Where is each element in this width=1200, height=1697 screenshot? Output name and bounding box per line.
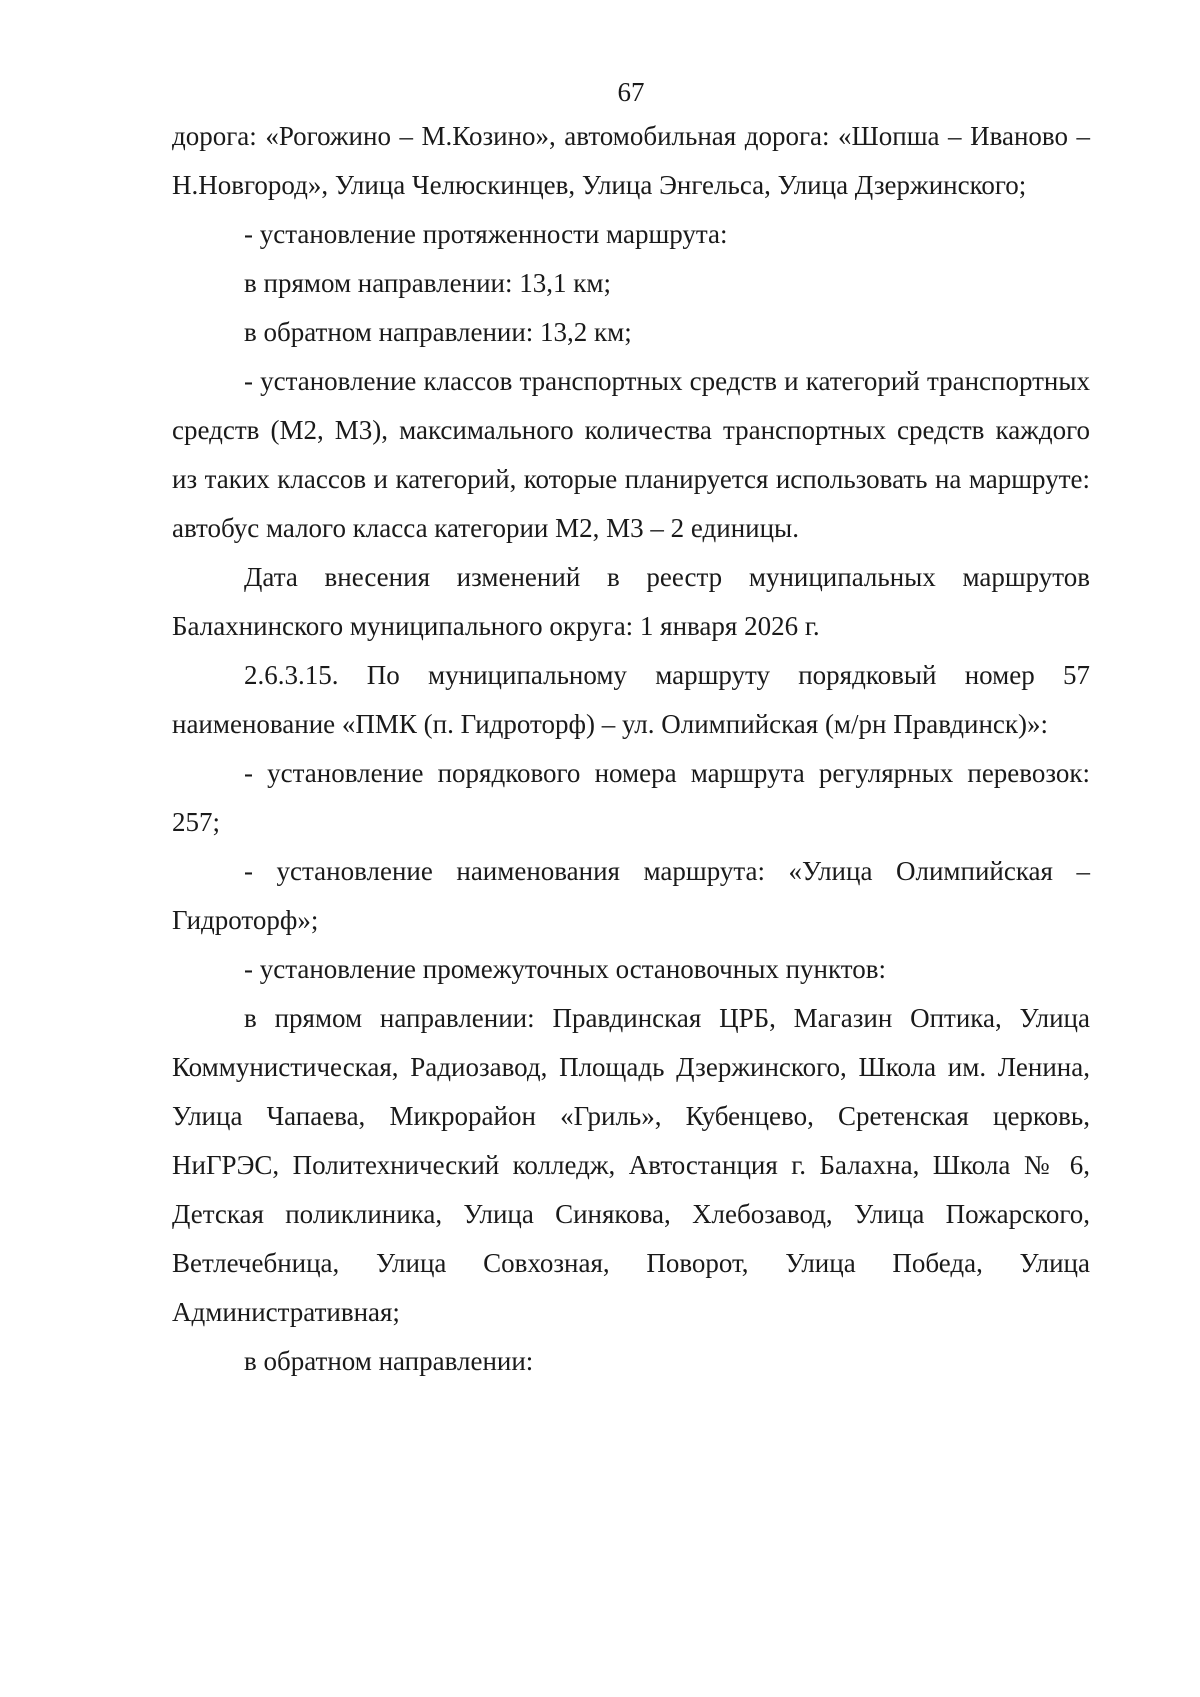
- paragraph-reverse-length: в обратном направлении: 13,2 км;: [244, 317, 632, 347]
- paragraph-intermediate-stops-heading: - установление промежуточных остановочных пунктов:: [244, 954, 886, 984]
- paragraph-reverse-stops-heading: в обратном направлении:: [244, 1346, 534, 1376]
- paragraph-route-name: - установление наименования маршрута: «Улица Олимпийская – Гидроторф»;: [172, 856, 1090, 935]
- paragraph-route-length-heading: - установление протяженности маршрута:: [244, 219, 728, 249]
- paragraph-route-57-header: 2.6.3.15. По муниципальному маршруту порядковый номер 57 наименование «ПМК (п. Гидроторф) – ул. Олимпийская (м/рн Правдинск)»:: [172, 660, 1090, 739]
- page-number: 67: [617, 77, 645, 107]
- paragraph-forward-length: в прямом направлении: 13,1 км;: [244, 268, 611, 298]
- paragraph-route-continuation: дорога: «Рогожино – М.Козино», автомобильная дорога: «Шопша – Иваново – Н.Новгород», Улица Челюскинцев, Улица Энгельса, Улица Дзержинского;: [172, 121, 1090, 200]
- document-body: [172, 112, 1090, 1386]
- paragraph-forward-stops: в прямом направлении: Правдинская ЦРБ, Магазин Оптика, Улица Коммунистическая, Радиозавод, Площадь Дзержинского, Школа им. Ленина, Улица Чапаева, Микрорайон «Гриль», Кубенцево, Сретенская церковь, НиГРЭС, Политехнический колледж, Автостанция г. Балахна, Школа № 6, Детская поликлиника, Улица Синякова, Хлебозавод, Улица Пожарского, Ветлечебница, Улица Совхозная, Поворот, Улица Победа, Улица Административная;: [172, 1003, 1090, 1327]
- paragraph-registry-date: Дата внесения изменений в реестр муниципальных маршрутов Балахнинского муниципального округа: 1 января 2026 г.: [172, 562, 1090, 641]
- paragraph-vehicle-classes: - установление классов транспортных средств и категорий транспортных средств (М2, М3), максимального количества транспортных средств каждого из таких классов и категорий, которые планируется использовать на маршруте: автобус малого класса категории М2, М3 – 2 единицы.: [172, 366, 1090, 543]
- paragraph-route-number: - установление порядкового номера маршрута регулярных перевозок: 257;: [172, 758, 1090, 837]
